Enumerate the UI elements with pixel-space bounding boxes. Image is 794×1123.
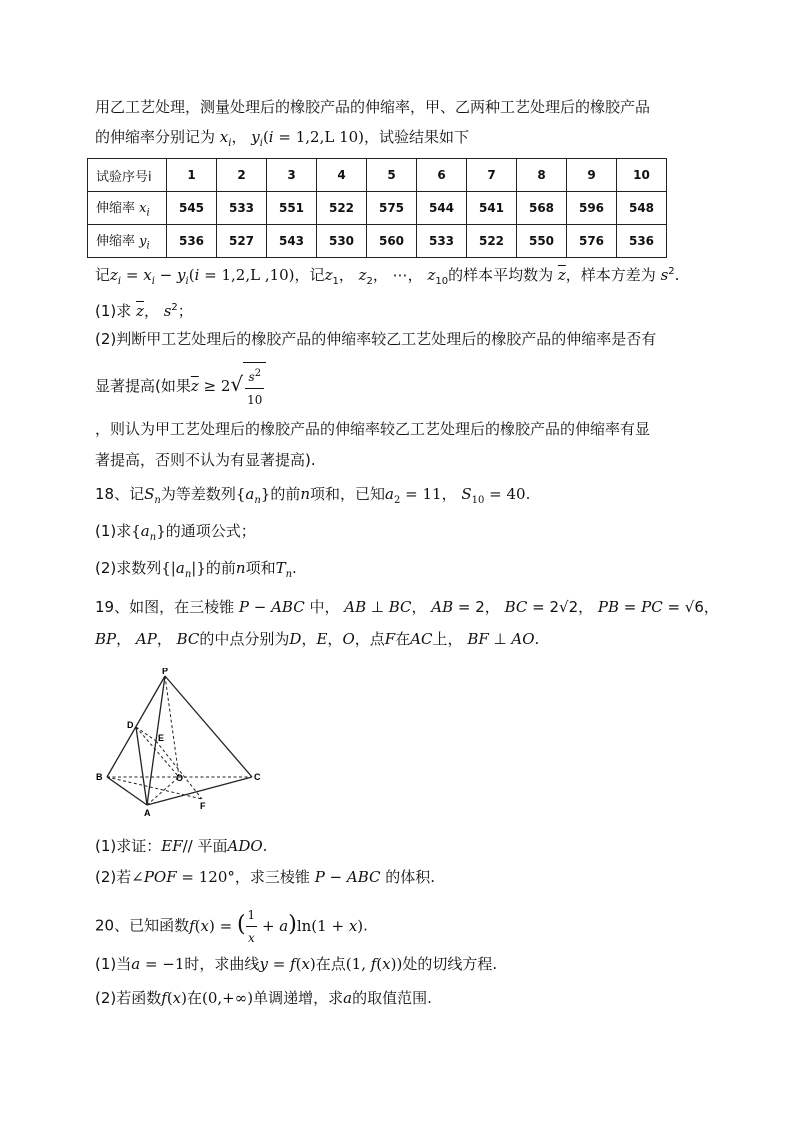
table-row-y xyxy=(88,225,667,258)
y-value-cell: 536 xyxy=(617,225,667,258)
label-F: F xyxy=(200,801,206,811)
x-value-cell: 575 xyxy=(367,192,417,225)
q17-part2-line1: (2)判断甲工艺处理后的橡胶产品的伸缩率较乙工艺处理后的橡胶产品的伸缩率是否有 xyxy=(95,330,657,348)
row-x-label: 伸缩率 $x_i$ xyxy=(88,192,167,225)
y-value-cell: 576 xyxy=(567,225,617,258)
table-row-x xyxy=(88,192,667,225)
index-cell: 6 xyxy=(417,159,467,192)
results-table xyxy=(87,158,667,258)
y-value-cell: 533 xyxy=(417,225,467,258)
pyramid-figure xyxy=(92,668,264,818)
index-cell: 1 xyxy=(167,159,217,192)
row-y-label: 伸缩率 $y_i$ xyxy=(88,225,167,258)
q19-stem-line1: 19、如图，在三棱锥 P − ABC 中， AB ⊥ BC， AB = 2， BC = 2√2， PB = PC = √6， xyxy=(95,598,719,616)
table-header-label: 试验序号i xyxy=(88,159,167,192)
x-value-cell: 533 xyxy=(217,192,267,225)
y-value-cell: 530 xyxy=(317,225,367,258)
label-C: C xyxy=(254,772,261,782)
y-value-cell: 560 xyxy=(367,225,417,258)
seg-DA xyxy=(136,727,147,805)
q17-definition: 记$z_i = x_i - y_i(i = 1,2,L$ ,10)，记$z_1$， $z_2$， ⋯， $z_{10}$的样本平均数为 $\overline{z}$，样本方差为 $s^2$. xyxy=(95,266,680,287)
label-A: A xyxy=(144,808,151,818)
seg-DE xyxy=(136,727,156,741)
q18-stem: 18、记$S_n$为等差数列$\{a_n\}$的前n项和，已知$a_2 = 11$， $S_{10} = 40$. xyxy=(95,485,531,506)
q20-part1: (1)当a = −1时，求曲线y = f(x)在点(1, f(x))处的切线方程. xyxy=(95,955,498,973)
index-cell: 3 xyxy=(267,159,317,192)
q19-part2: (2)若∠POF = 120°，求三棱锥 P − ABC 的体积. xyxy=(95,868,436,886)
edge-PB xyxy=(107,676,165,777)
q17-part1: (1)求 $\overline{z}$， $s^2$； xyxy=(95,302,193,320)
label-E: E xyxy=(158,733,165,743)
index-cell: 8 xyxy=(517,159,567,192)
q19-part1: (1)求证：EF// 平面ADO. xyxy=(95,837,268,855)
x-value-cell: 541 xyxy=(467,192,517,225)
label-O: O xyxy=(176,773,184,783)
index-cell: 9 xyxy=(567,159,617,192)
y-value-cell: 543 xyxy=(267,225,317,258)
edge-BA xyxy=(107,777,147,805)
q19-stem-line2: BP， AP， BC的中点分别为D，E，O，点F在AC上， BF ⊥ AO. xyxy=(95,630,540,648)
y-value-cell: 550 xyxy=(517,225,567,258)
q20-stem: 20、已知函数f(x) = ( $\frac{1}{x}$ + a)ln(1 + x). xyxy=(95,904,368,949)
q20-part2: (2)若函数f(x)在(0,+∞)单调递增，求a的取值范围. xyxy=(95,989,432,1007)
x-value-cell: 545 xyxy=(167,192,217,225)
q17-part2-line2: 显著提高(如果$\overline{z} \ge 2√$ $\frac{s^2}{10}$ xyxy=(95,362,266,411)
index-cell: 10 xyxy=(617,159,667,192)
q17-part2-line3: ，则认为甲工艺处理后的橡胶产品的伸缩率较乙工艺处理后的橡胶产品的伸缩率有显 xyxy=(95,420,651,438)
x-value-cell: 596 xyxy=(567,192,617,225)
intro-line-2: 的伸缩率分别记为 $x_i$， $y_i(i = 1,2,L$ 10)，试验结果如下 xyxy=(95,128,470,149)
x-value-cell: 568 xyxy=(517,192,567,225)
x-value-cell: 548 xyxy=(617,192,667,225)
label-D: D xyxy=(127,720,134,730)
q18-part2: (2)求数列$\{|a_n|\}$的前n项和$T_n$. xyxy=(95,559,297,580)
q17-part2-line4: 著提高，否则不认为有显著提高). xyxy=(95,451,316,469)
y-value-cell: 536 xyxy=(167,225,217,258)
label-B: B xyxy=(96,772,103,782)
index-cell: 5 xyxy=(367,159,417,192)
seg-PO xyxy=(165,676,179,777)
q18-part1: (1)求$\{a_n\}$的通项公式； xyxy=(95,522,256,543)
table-row-index xyxy=(88,159,667,192)
index-cell: 4 xyxy=(317,159,367,192)
y-value-cell: 527 xyxy=(217,225,267,258)
x-value-cell: 522 xyxy=(317,192,367,225)
x-value-cell: 551 xyxy=(267,192,317,225)
label-P: P xyxy=(162,668,169,676)
edge-PC xyxy=(165,676,252,777)
index-cell: 7 xyxy=(467,159,517,192)
x-value-cell: 544 xyxy=(417,192,467,225)
index-cell: 2 xyxy=(217,159,267,192)
intro-line-1: 用乙工艺处理，测量处理后的橡胶产品的伸缩率，甲、乙两种工艺处理后的橡胶产品 xyxy=(95,98,651,116)
y-value-cell: 522 xyxy=(467,225,517,258)
